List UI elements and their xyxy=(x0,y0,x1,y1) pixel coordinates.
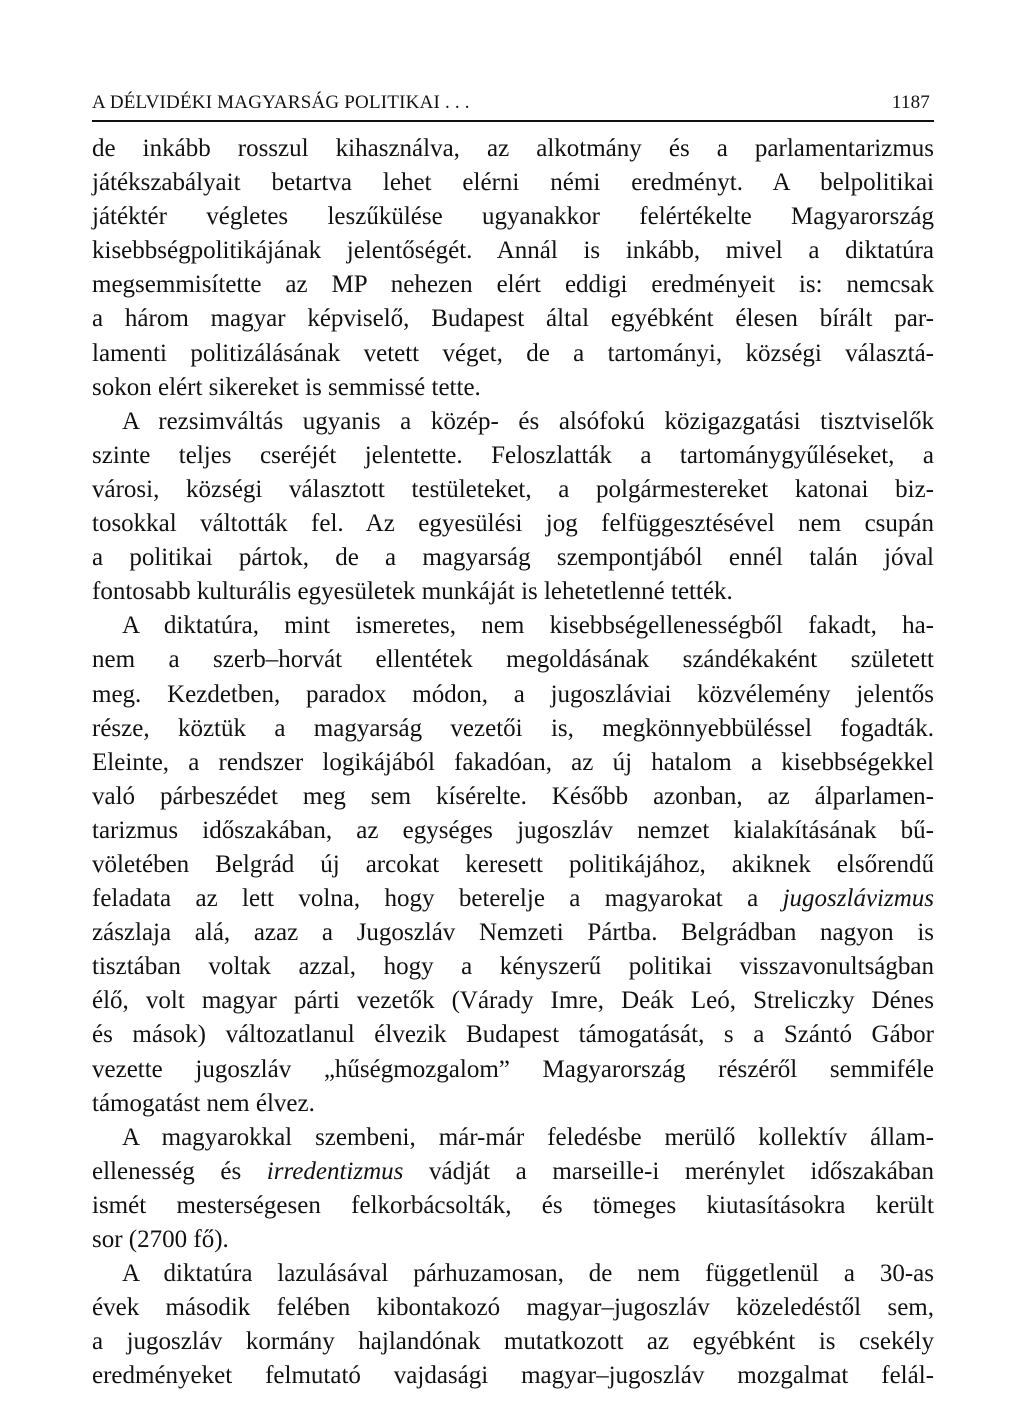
text-line: A diktatúra lazulásával párhuzamosan, de nem függetlenül a 30-as xyxy=(122,1260,934,1288)
paragraph-1 xyxy=(92,132,934,405)
header-rule xyxy=(92,120,934,122)
text-line: tisztában voltak azzal, hogy a kényszerű politikai visszavonultságban xyxy=(92,953,934,981)
text-line: játékszabályait betartva lehet elérni némi eredményt. A belpolitikai xyxy=(92,169,934,197)
text-line: Eleinte, a rendszer logikájából fakadóan, az új hatalom a kisebbségekkel xyxy=(92,748,934,776)
text-line: támogatást nem élvez. xyxy=(92,1089,315,1117)
paragraph-2 xyxy=(92,405,934,610)
text-line: eredményeket felmutató vajdasági magyar–jugoszláv mozgalmat felál- xyxy=(92,1362,934,1390)
text-fragment: vádját a marseille-i merénylet időszakában xyxy=(403,1157,934,1185)
text-line: meg. Kezdetben, paradox módon, a jugoszláviai közvélemény jelentős xyxy=(92,680,934,708)
text-line: a jugoszláv kormány hajlandónak mutatkozott az egyébként is csekély xyxy=(92,1328,934,1356)
text-line: A magyarokkal szembeni, már-már feledésbe merülő kollektív állam- xyxy=(122,1123,934,1151)
text-line: vezette jugoszláv „hűségmozgalom” Magyarország részéről semmiféle xyxy=(92,1055,934,1083)
text-line: nem a szerb–horvát ellentétek megoldásának szándékaként született xyxy=(92,646,934,674)
paragraph-5 xyxy=(92,1257,934,1393)
text-line xyxy=(92,1155,934,1189)
text-line: a három magyar képviselő, Budapest által egyébként élesen bírált par- xyxy=(92,305,934,333)
text-fragment: feladata az lett volna, hogy beterelje a magyarokat a xyxy=(92,885,783,913)
text-line: szinte teljes cseréjét jelentette. Feloszlatták a tartománygyűléseket, a xyxy=(92,441,934,469)
text-line: megsemmisítette az MP nehezen elért eddigi eredményeit is: nemcsak xyxy=(92,271,934,299)
paragraph-4 xyxy=(92,1121,934,1257)
italic-term: irredentizmus xyxy=(266,1157,404,1185)
text-line: élő, volt magyar párti vezetők (Várady Imre, Deák Leó, Streliczky Dénes xyxy=(92,987,934,1015)
text-line: tosokkal váltották fel. Az egyesülési jog felfüggesztésével nem csupán xyxy=(92,510,934,538)
text-line: lamenti politizálásának vetett véget, de a tartományi, községi választá- xyxy=(92,339,934,367)
text-line: való párbeszédet meg sem kísérelte. Később azonban, az álparlamen- xyxy=(92,782,934,810)
text-line: völetében Belgrád új arcokat keresett politikájához, akiknek elsőrendű xyxy=(92,850,934,878)
text-line: de inkább rosszul kihasználva, az alkotmány és a parlamentarizmus xyxy=(92,135,934,162)
text-line: sokon elért sikereket is semmissé tette. xyxy=(92,373,481,401)
text-line: a politikai pártok, de a magyarság szempontjából ennél talán jóval xyxy=(92,544,934,572)
text-line: A diktatúra, mint ismeretes, nem kisebbségellenességből fakadt, ha- xyxy=(122,612,934,640)
text-line xyxy=(92,882,934,916)
text-line: évek második felében kibontakozó magyar–jugoszláv közeledéstől sem, xyxy=(92,1294,934,1322)
text-line: kisebbségpolitikájának jelentőségét. Annál is inkább, mivel a diktatúra xyxy=(92,237,934,265)
text-line: zászlaja alá, azaz a Jugoszláv Nemzeti Pártba. Belgrádban nagyon is xyxy=(92,919,934,947)
text-line: városi, községi választott testületeket, a polgármestereket katonai biz- xyxy=(92,475,934,503)
paragraph-3 xyxy=(92,609,934,1120)
text-fragment: ellenesség és xyxy=(92,1157,267,1185)
text-line: játéktér végletes leszűkülése ugyanakkor felértékelte Magyarország xyxy=(92,203,934,231)
text-line: és mások) változatlanul élvezik Budapest támogatását, s a Szántó Gábor xyxy=(92,1021,934,1049)
running-title: A DÉLVIDÉKI MAGYARSÁG POLITIKAI . . . xyxy=(92,92,470,113)
text-line: A rezsimváltás ugyanis a közép- és alsófokú közigazgatási tisztviselők xyxy=(122,407,934,435)
running-header xyxy=(92,84,934,114)
text-line: fontosabb kulturális egyesületek munkáját is lehetetlenné tették. xyxy=(92,578,733,606)
text-line: ismét mesterségesen felkorbácsolták, és tömeges kiutasításokra került xyxy=(92,1191,934,1219)
text-line: tarizmus időszakában, az egységes jugoszláv nemzet kialakításának bű- xyxy=(92,816,934,844)
text-line: sor (2700 fő). xyxy=(92,1226,229,1253)
text-line: része, köztük a magyarság vezetői is, megkönnyebbüléssel fogadták. xyxy=(92,714,934,742)
italic-term: jugoszlávizmus xyxy=(782,885,934,913)
book-page xyxy=(92,84,934,1393)
body-text xyxy=(92,132,934,1393)
page-number: 1187 xyxy=(891,92,930,113)
